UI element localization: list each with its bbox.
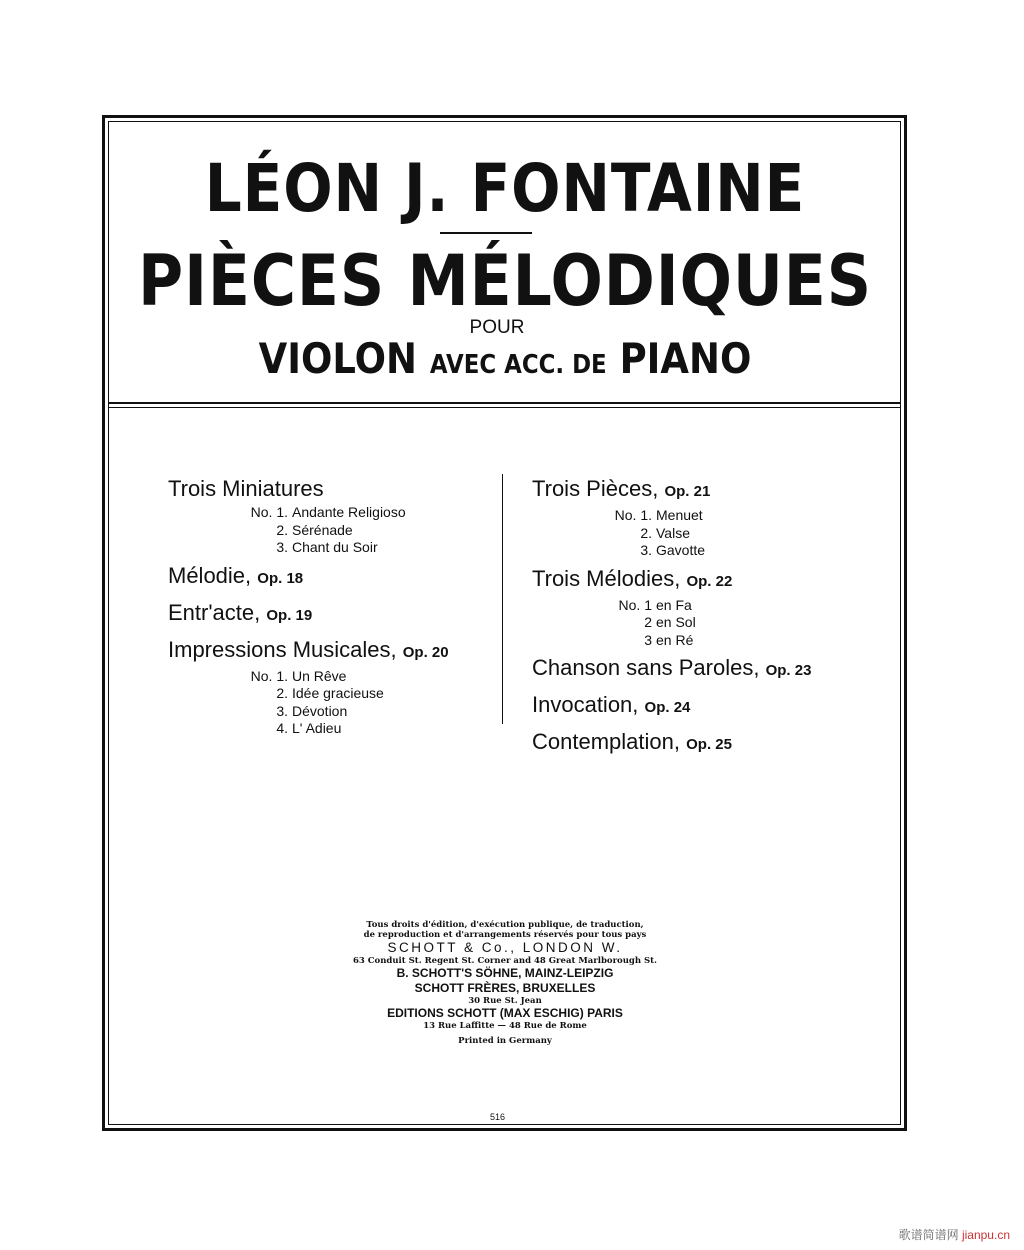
instr-piano: PIANO — [619, 334, 752, 383]
movement-number: 3. — [640, 542, 652, 558]
movement-name: Un Rêve — [292, 667, 347, 684]
work-title — [532, 690, 811, 723]
instrumentation — [61, 334, 950, 383]
movement-item — [168, 685, 449, 703]
movement-number: 4. — [276, 720, 288, 736]
movement-name: en Sol — [656, 614, 696, 630]
column-divider — [502, 474, 503, 724]
page-number: 516 — [490, 1112, 506, 1122]
publisher-bruxelles: SCHOTT FRÈRES, BRUXELLES — [414, 981, 596, 995]
page-title: PIÈCES MÉLODIQUES — [138, 240, 872, 322]
works-left-column — [168, 470, 449, 738]
work-name: Trois Miniatures — [168, 476, 324, 501]
movement-name: L' Adieu — [292, 720, 342, 736]
movement-item — [168, 522, 449, 540]
movement-name: Sérénade — [292, 521, 353, 538]
movement-number: 3. — [276, 539, 288, 555]
movement-name: Chant du Soir — [292, 539, 378, 555]
works-right-column — [532, 470, 811, 760]
movement-item — [532, 614, 811, 632]
work-name: Trois Mélodies, — [532, 565, 681, 591]
work-title — [532, 727, 811, 760]
movement-number: 2. — [640, 524, 652, 541]
watermark-cn: 歌谱简谱网 — [898, 1228, 959, 1242]
movement-number: 2 — [644, 614, 652, 630]
movement-item — [532, 632, 811, 650]
movement-number: No. 1. — [614, 507, 652, 523]
movement-item — [168, 703, 449, 721]
paris-address: 13 Rue Laffitte — 48 Rue de Rome — [423, 1021, 587, 1031]
header-divider-2 — [108, 407, 901, 408]
movement-name: Valse — [656, 524, 690, 541]
composer-name: LÉON J. FONTAINE — [204, 150, 806, 227]
movement-item — [532, 525, 811, 543]
opus-number: Op. 23 — [765, 662, 812, 679]
work-title — [532, 564, 811, 597]
movement-name: Menuet — [656, 507, 703, 523]
opus-number: Op. 21 — [664, 483, 711, 500]
work-name: Mélodie, — [168, 562, 252, 588]
work-title — [168, 474, 449, 504]
movement-item — [168, 504, 449, 522]
work-name: Entr'acte, — [168, 599, 261, 625]
work-title — [532, 653, 811, 686]
movement-name: Idée gracieuse — [292, 685, 384, 701]
header-divider — [108, 402, 901, 404]
movement-item — [168, 668, 449, 686]
publisher-london: SCHOTT & Co., LONDON W. — [387, 940, 623, 955]
movement-number: 3 — [644, 631, 652, 648]
title-underline — [440, 232, 532, 234]
opus-number: Op. 20 — [402, 643, 449, 661]
work-name: Invocation, — [532, 692, 639, 717]
work-title — [168, 635, 449, 668]
work-title — [532, 474, 811, 507]
work-name: Chanson sans Paroles, — [532, 655, 760, 680]
work-title — [168, 561, 449, 594]
movement-name: en Fa — [656, 596, 692, 613]
opus-number: Op. 22 — [686, 572, 733, 590]
movement-number: No. 1 — [618, 596, 652, 613]
movement-item — [168, 539, 449, 557]
printed-in: Printed in Germany — [458, 1036, 552, 1046]
movement-number: 2. — [276, 685, 288, 701]
movement-name: Andante Religioso — [292, 504, 406, 520]
london-address: 63 Conduit St. Regent St. Corner and 48 Great Marlborough St. — [352, 956, 658, 966]
instr-violin: VIOLON — [258, 334, 417, 383]
opus-number: Op. 18 — [257, 569, 304, 587]
opus-number: Op. 25 — [686, 736, 732, 753]
movement-name: Gavotte — [656, 542, 706, 558]
rights-line-2: de reproduction et d'arrangements réservés pour tous pays — [363, 930, 647, 940]
movement-item — [532, 507, 811, 525]
work-title — [168, 598, 449, 631]
work-name: Contemplation, — [532, 729, 680, 754]
pour-label: POUR — [469, 317, 525, 338]
publisher-paris: EDITIONS SCHOTT (MAX ESCHIG) PARIS — [387, 1006, 623, 1020]
opus-number: Op. 19 — [266, 606, 313, 624]
movement-item — [532, 542, 811, 560]
movement-number: 2. — [276, 521, 288, 538]
movement-item — [532, 597, 811, 615]
work-name: Impressions Musicales, — [168, 636, 397, 662]
movement-item — [168, 720, 449, 738]
movement-number: No. 1. — [250, 667, 288, 684]
bruxelles-address: 30 Rue St. Jean — [468, 996, 542, 1006]
instr-avec: AVEC ACC. DE — [429, 350, 607, 380]
movement-number: 3. — [276, 702, 288, 719]
movement-number: No. 1. — [250, 504, 288, 520]
opus-number: Op. 24 — [644, 699, 691, 716]
watermark — [899, 1226, 1010, 1243]
movement-name: Dévotion — [292, 702, 348, 719]
work-name: Trois Pièces, — [532, 476, 659, 501]
publisher-mainz: B. SCHOTT'S SÖHNE, MAINZ-LEIPZIG — [396, 966, 614, 980]
watermark-url: jianpu.cn — [961, 1228, 1010, 1242]
movement-name: en Ré — [656, 631, 694, 648]
rights-line-1: Tous droits d'édition, d'exécution publique, de traduction, — [366, 920, 644, 930]
